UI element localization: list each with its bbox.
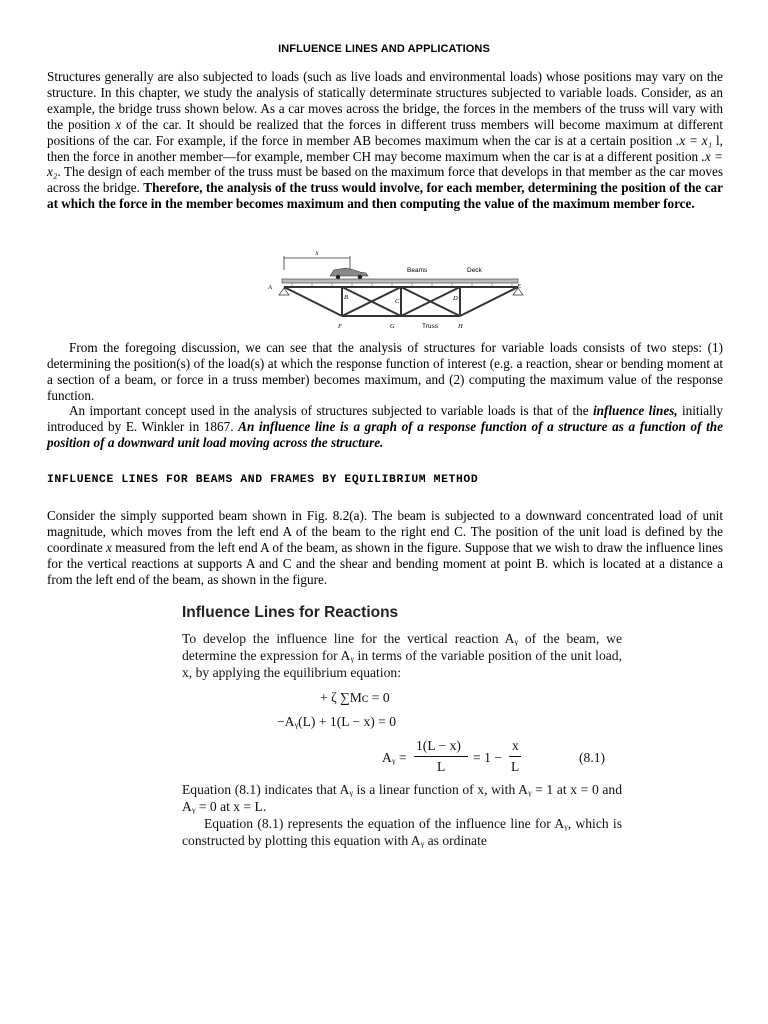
bridge-truss-drawing: [262, 248, 532, 334]
eq-denominator: L: [437, 759, 446, 774]
document-title: INFLUENCE LINES AND APPLICATIONS: [278, 43, 490, 55]
eq-numerator: 1(L − x): [416, 738, 461, 753]
truss-label: Truss: [422, 323, 439, 330]
textbook-excerpt-continued: [182, 781, 622, 849]
deck-label: Deck: [467, 267, 482, 274]
node-b-label: B: [344, 294, 348, 301]
intro-paragraph: Structures generally are also subjected to loads (such as live loads and environmental loads) whose positions may vary on the structure. In this chapter, we study the analysis of statically determinate structures subjected to variable loads. Consider, as an example, the bridge truss shown below. As a car moves across the bridge, the forces in the members of the truss will vary with the position x of the car. It should be realized that the forces in different truss members will become maximum at different positions of the car. For example, if the force in member AB becomes maximum when the car is at a certain position .x = x₁ l, then the force in another member—for example, member CH may become maximum when the car is at a different position .x = x₂. The design of each member of the truss must be based on the maximum force that develops in that member as the car moves across the bridge. Therefore, the analysis of the truss would involve, for each member, determining the position of the car at which the force in the member becomes maximum and then computing the value of the maximum member force.: [47, 69, 723, 212]
excerpt-paragraph-1: To develop the influence line for the vertical reaction Aᵧ of the beam, we determine the expression for Aᵧ in terms of the variable position of the unit load, x, by applying the equilibrium equation:: [182, 631, 622, 680]
node-h-label: H: [458, 323, 463, 330]
node-f-label: F: [338, 323, 342, 330]
fraction-bar-2: [509, 756, 521, 757]
bridge-truss-figure: [262, 248, 532, 334]
node-g-label: G: [390, 323, 395, 330]
section-heading: INFLUENCE LINES FOR BEAMS AND FRAMES BY EQUILIBRIUM METHOD: [47, 474, 479, 486]
eq-middle: = 1 −: [473, 750, 502, 765]
excerpt-paragraph-2: Equation (8.1) indicates that Aᵧ is a linear function of x, with Aᵧ = 1 at x = 0 and Aᵧ = 0 at x = L.: [182, 782, 622, 814]
node-c-label: C: [395, 298, 400, 305]
equilibrium-equation: + ζ ∑Mᴄ = 0: [320, 690, 390, 705]
equation-number: (8.1): [579, 750, 606, 765]
node-a-label: A: [268, 284, 272, 291]
excerpt-heading: Influence Lines for Reactions: [182, 604, 399, 621]
node-e-label: E: [517, 283, 521, 290]
eq-denominator-2: L: [511, 759, 520, 774]
node-d-label: D: [453, 295, 458, 302]
beam-paragraph: Consider the simply supported beam shown in Fig. 8.2(a). The beam is subjected to a downward concentrated load of unit magnitude, which moves from the left end A of the beam to the right end C. The position of the unit load is defined by the coordinate x measured from the left end A of the beam, as shown in the figure. Suppose that we wish to draw the influence lines for the vertical reactions at supports A and C and the shear and bending moment at point B. which is located at a distance a from the left end of the beam, as shown in the figure.: [47, 508, 723, 587]
car-icon: [330, 268, 368, 279]
moment-equation: −Aᵧ(L) + 1(L − x) = 0: [277, 714, 397, 729]
eq-numerator-2: x: [512, 738, 519, 753]
eq-lhs: Aᵧ =: [382, 750, 407, 765]
dimension-x-label: x: [315, 249, 319, 257]
textbook-excerpt: [182, 604, 622, 681]
excerpt-paragraph-3: Equation (8.1) represents the equation of the influence line for Aᵧ, which is constructed by plotting this equation with Aᵧ as ordinate: [182, 816, 622, 848]
bridge-deck: [282, 279, 518, 283]
fraction-bar: [414, 756, 468, 757]
influence-lines-paragraph: An important concept used in the analysis of structures subjected to variable loads is that of the influence lines, initially introduced by E. Winkler in 1867. An influence line is a graph of a response function of a structure as a function of the position of a downward unit load moving across the structure.: [47, 403, 724, 450]
truss: [284, 287, 518, 316]
beams-label: Beams: [407, 267, 428, 274]
steps-paragraph: From the foregoing discussion, we can see that the analysis of structures for variable loads consists of two steps: (1) determining the position(s) of the load(s) at which the response function of interest (e.g. a reaction, shear or bending moment at a section of a beam, or force in a truss member) becomes maximum, and (2) computing the maximum value of the response function.: [47, 340, 723, 403]
